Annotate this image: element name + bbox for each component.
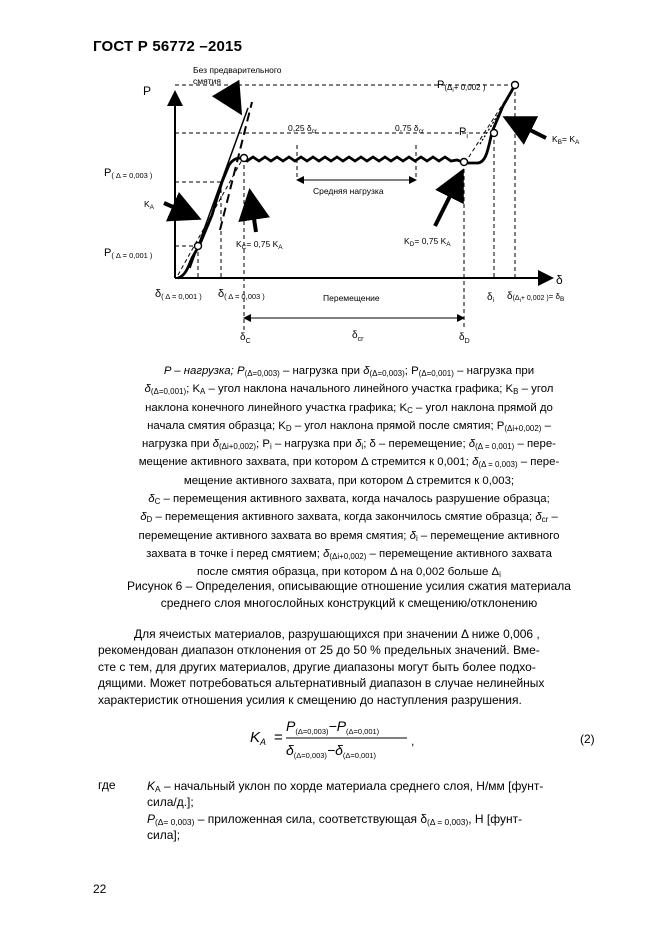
svg-text:δi: $\delta_i$ bbox=[487, 292, 495, 304]
svg-text:δ(Δ=0,003)−δ(Δ=0,001): $\delta_{(\Delta=0,003)}-\delta_{(\Delta=0,001)}$ bbox=[286, 742, 377, 760]
formula-definitions: $K_A$ – начальный уклон по хорде материала среднего слоя, Н/мм [фунт- сила/д.]; $P_{(\Delta= 0,003)}$ – приложенная сила, соответствующая $\delta_{(\Delta = 0,003)}$, Н [фунт- сила]; bbox=[147, 779, 544, 843]
point-pi bbox=[491, 130, 498, 137]
svg-text:0,25 δcr: 0,25 $\delta_{cr}$ bbox=[288, 123, 318, 135]
svg-text:KC= 0,75 KA: $K_C= 0,75$ $K_A$ bbox=[236, 239, 283, 251]
svg-text:=: = bbox=[274, 729, 283, 746]
point-pc bbox=[241, 155, 248, 162]
svg-text:δC: $\delta_C$ bbox=[240, 332, 251, 345]
svg-text:KD= 0,75 KA: $K_D= 0,75$ $K_A$ bbox=[404, 236, 451, 248]
kb-line bbox=[480, 82, 518, 144]
svg-text:P(Δi+ 0,002 ): P(Δi+ 0,002 ) bbox=[437, 79, 486, 94]
svg-text:KB= KA: $K_B= K_A$ bbox=[552, 134, 580, 146]
point-p001 bbox=[195, 243, 202, 250]
svg-text:KA: $K_A$ bbox=[144, 199, 155, 211]
svg-text:Pi: $P_i$ bbox=[459, 126, 468, 140]
label-displacement: Перемещение bbox=[323, 293, 380, 303]
figure-caption: Рисунок 6 – Определения, описывающие отношение усилия сжатия материала среднего слоя многослойных конструкций к смещению/отклонению bbox=[127, 579, 571, 610]
kc-line bbox=[178, 160, 242, 275]
svg-text:δ( Δ = 0,001 ): δ( Δ = 0,001 ) bbox=[155, 288, 202, 301]
axis-x-label: δ bbox=[556, 273, 563, 287]
svg-text:δ(Δi+ 0,002 )= δB: $\delta(\Delta_i^{+ 0,002 )}= \delta_B$ bbox=[507, 291, 565, 304]
svg-text:P(Δ=0,003)−P(Δ=0,001): $P_{(\Delta=0,003)}-P_{(\Delta=0,001)}$ bbox=[286, 718, 380, 736]
svg-text:P( Δ = 0,001 ): P( Δ = 0,001 ) bbox=[104, 247, 153, 260]
point-ptop bbox=[512, 82, 519, 89]
svg-text:,: , bbox=[411, 734, 415, 748]
svg-text:KA: $K_A$ bbox=[250, 729, 267, 747]
formula-number: (2) bbox=[580, 732, 595, 746]
page-number: 22 bbox=[93, 882, 107, 896]
point-pd bbox=[461, 159, 468, 166]
label-no-precompress-2: смятия bbox=[193, 76, 221, 86]
no-precompress-line bbox=[220, 102, 252, 230]
label-avg-load: Средняя нагрузка bbox=[313, 186, 384, 196]
label-no-precompress-1: Без предварительного bbox=[193, 65, 282, 75]
svg-text:δcr: $\delta_{cr}$ bbox=[352, 330, 364, 343]
figure-legend: P – нагрузка; $P_{(\Delta=0,003)}$ – нагрузка при $\delta_{(\Delta=0,003)}$; $P_{(\Delta=0,001)}$ – нагрузка при $\delta_{(\Delta=0,001)}$; $K_A$ – угол наклона начального линейного участка графика; $K_B$ – угол наклона конечного линейного участка графика; $K_C$ – угол наклона прямой до начала смятия образца; $K_D$ – угол наклона прямой после смятия; $P_{(\Delta i+0,002)}$ – нагрузка при $\delta_{(\Delta i+0,002)}$; $P_i$ – нагрузка при $\delta_i$; δ – перемещение; $\delta_{(\Delta = 0,001)}$ – пере- мещение активного захвата, при котором Δ стремится к 0,001; $\delta_{(\Delta = 0,003)}$ – пере- мещение активного захвата, при котором Δ стремится к 0,003; $\delta_C$ – перемещения активного захвата, когда началось разрушение образца; $\delta_D$ – перемещения активного захвата, когда закончилось смятие образца; $\delta_{cr}$ – перемещение активного захвата во время смятия; $\delta_i$ – перемещение активного захвата в точке i перед смятием; $\delta_{(\Delta i+0,002)}$ – перемещение активного захвата после смятия образца, при котором Δ на 0,002 больше $\Delta_i$ bbox=[138, 365, 560, 580]
formula-ka bbox=[250, 712, 430, 762]
load-displacement-figure bbox=[90, 58, 610, 358]
axis-y-label: P bbox=[143, 84, 152, 98]
where-label: где bbox=[98, 778, 116, 792]
document-header: ГОСТ Р 56772 –2015 bbox=[93, 38, 243, 55]
svg-text:δD: $\delta_D$ bbox=[459, 332, 470, 345]
body-paragraph: Для ячеистых материалов, разрушающихся при значении Δ ниже 0,006 , рекомендован диапазон отклонения от 25 до 50 % предельных значений. Вме- сте с тем, для других материалов, другие диапазоны могут быть более подхо- дящими. Может потребоваться альтернативный диапазон в случае нелинейных характеристик отношения усилия к смещению до наступления разрушения. bbox=[98, 627, 545, 707]
svg-text:0,75 δcr: 0,75 $\delta_{cr}$ bbox=[395, 123, 425, 135]
svg-text:P( Δ = 0,003 ): P( Δ = 0,003 ) bbox=[104, 167, 153, 180]
svg-text:δ( Δ = 0,003 ): δ( Δ = 0,003 ) bbox=[218, 288, 265, 301]
